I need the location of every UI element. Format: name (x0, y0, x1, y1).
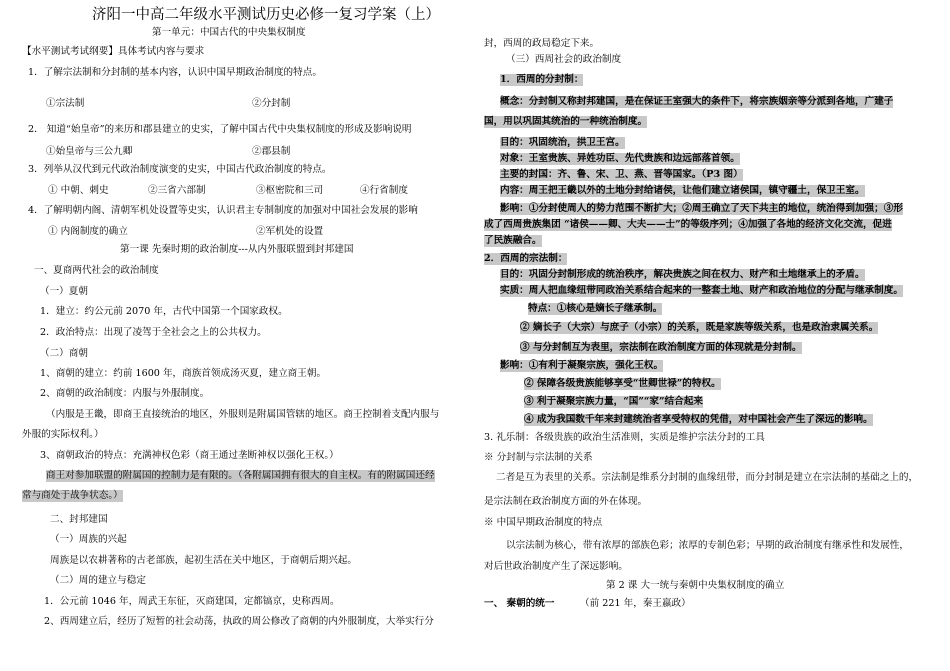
fengjian-goal: 目的：巩固统治，拱卫王宫。 (500, 137, 625, 148)
fengjian-impact-line-2: 成了西周贵族集团 “诸侯——卿、大夫——士”的等级序列；④加强了各地的经济文化交流，促进 (484, 219, 892, 230)
requirement-3-item-c: ③枢密院和三司 (256, 185, 324, 196)
zongfa-heading: 2．西周的宗法制： (484, 253, 568, 264)
fengjian-heading: 1．西周的分封制： (500, 74, 584, 85)
early-system-heading: ※ 中国早期政治制度的特点 (484, 517, 603, 528)
zhou-point-2: 2、西周建立后，经历了短暂的社会动荡，执政的周公修改了商朝的内外服制度，大举实行分 (44, 616, 434, 627)
unit-heading: 第一单元：中国古代的中央集权制度 (152, 27, 306, 38)
zongfa-goal: 目的：巩固分封制形成的统治秩序，解决贵族之间在权力、财产和土地继承上的矛盾。 (500, 269, 865, 280)
relationship-line-2: 是宗法制在政治制度方面的外在体现。 (484, 496, 648, 507)
requirement-2-item-a: ①始皇帝与三公九卿 (46, 146, 133, 157)
xia-point-1: 1．建立：约公元前 2070 年，古代中国第一个国家政权。 (40, 306, 288, 317)
zhou-founding-heading: （二）周的建立与稳定 (50, 575, 146, 586)
zhou-rise-heading: （一）周族的兴起 (50, 534, 127, 545)
zongfa-impact-4: ④ 成为我国数千年来封建统治者享受特权的凭借，对中国社会产生了深远的影响。 (524, 414, 873, 425)
left-column (22, 0, 474, 671)
relationship-line-1: 二者是互为表里的关系。宗法制是维系分封制的血缘纽带，而分封制是建立在宗法制的基础之上的， (496, 472, 919, 483)
shang-point-1: 1、商朝的建立：约前 1600 年，商族首领成汤灭夏，建立商王朝。 (40, 368, 327, 379)
early-system-line-1: 以宗法制为核心，带有浓厚的部族色彩；浓厚的专制色彩；早期的政治制度有继承性和发展性， (506, 540, 909, 551)
outline-header: 【水平测试考试纲要】具体考试内容与要求 (22, 46, 205, 57)
shang-point-2: 2、商朝的政治制度：内服与外服制度。 (40, 388, 210, 399)
liyue-system: 3. 礼乐制：各级贵族的政治生活准则，实质是维护宗法分封的工具 (484, 432, 765, 443)
early-system-line-2: 对后世政治制度产生了深远影响。 (484, 561, 628, 572)
fengjian-impact-line-3: 了民族融合。 (484, 235, 542, 246)
lesson-1-heading: 第一课 先秦时期的政治制度---从内外服联盟到封邦建国 (120, 244, 354, 255)
shang-note-line-2: 外服的实际权利。） (22, 429, 104, 440)
relationship-heading: ※ 分封制与宗法制的关系 (484, 452, 593, 463)
shang-highlight-line-2: 常与商处于战争状态。） (22, 490, 123, 501)
shang-note-line-1: （内服是王畿，即商王直接统治的地区，外服则是附属国管辖的地区。商王控制着支配内服与 (46, 409, 440, 420)
document-title: 济阳一中高二年级水平测试历史必修一复习学案（上） (92, 7, 440, 23)
zongfa-impact-1: 影响：①有利于凝聚宗族，强化王权。 (500, 360, 664, 371)
section-1-heading: 一、夏商两代社会的政治制度 (34, 265, 159, 276)
requirement-1-item-a: ①宗法制 (46, 98, 85, 109)
fengjian-content: 内容：周王把王畿以外的土地分封给诸侯，让他们建立诸侯国，镇守疆土，保卫王室。 (500, 185, 865, 196)
lesson-2-heading: 第 2 课 大一统与秦朝中央集权制度的确立 (606, 580, 785, 591)
requirement-3-item-d: ④行省制度 (360, 185, 408, 196)
requirement-3: 3．列举从汉代到元代政治制度演变的史实，中国古代政治制度的特点。 (28, 164, 332, 175)
requirement-2-item-b: ②郡县制 (252, 146, 291, 157)
requirement-4-item-a: ① 内阁制度的确立 (48, 226, 128, 237)
fengjian-states: 主要的封国：齐、鲁、宋、卫、燕、晋等国家。（P3 图） (500, 169, 743, 180)
xia-heading: （一）夏朝 (40, 286, 88, 297)
shang-highlight-line-1: 商王对参加联盟的附属国的控制力是有限的。（各附属国拥有很大的自主权。有的附属国还经 (46, 470, 435, 481)
zongfa-feature-3: ③ 与分封制互为表里，宗法制在政治制度方面的体现就是分封制。 (520, 342, 802, 353)
requirement-1: 1．了解宗法制和分封制的基本内容，认识中国早期政治制度的特点。 (28, 67, 322, 78)
zhou-point-1: 1．公元前 1046 年，周武王东征，灭商建国，定都镐京，史称西周。 (44, 596, 340, 607)
zongfa-feature-1: 特点：①核心是嫡长子继承制。 (528, 303, 663, 314)
zongfa-essence: 实质：周人把血缘纽带同政治关系结合起来的一整套土地、财产和政治地位的分配与继承制度。 (500, 285, 903, 296)
section-2-heading: 二、封邦建国 (50, 514, 108, 525)
requirement-3-item-a: ① 中朝、刺史 (48, 185, 109, 196)
qin-unification-note: （前 221 年，秦王嬴政） (580, 598, 691, 609)
qin-unification-heading: 一、 秦朝的统一 (484, 598, 555, 609)
requirement-3-item-b: ②三省六部制 (148, 185, 206, 196)
fengjian-definition-line-1: 概念：分封制又称封邦建国，是在保证王室强大的条件下，将宗族姻亲等分派到各地，广建子 (500, 96, 894, 107)
requirement-2: 2． 知道“始皇帝”的来历和郡县建立的史实，了解中国古代中央集权制度的形成及影响说明 (28, 124, 412, 135)
zhou-rise-text: 周族是以农耕著称的古老部族，起初生活在关中地区，于商朝后期兴起。 (50, 555, 357, 566)
requirement-4-item-b: ②军机处的设置 (256, 226, 324, 237)
fengjian-targets: 对象：王室贵族、异姓功臣、先代贵族和边远部落首领。 (500, 153, 740, 164)
fengjian-impact-line-1: 影响：①分封使周人的势力范围不断扩大；②周王确立了天下共主的地位，统治得到加强；③形 (500, 203, 903, 214)
fengjian-definition-line-2: 国，用以巩固其统治的一种统治制度。 (484, 116, 648, 127)
requirement-4: 4．了解明朝内阁、清朝军机处设置等史实，认识君主专制制度的加强对中国社会发展的影响 (28, 205, 418, 216)
zongfa-impact-2: ② 保障各级贵族能够享受“世卿世禄”的特权。 (524, 378, 721, 389)
western-zhou-heading: （三）西周社会的政治制度 (506, 54, 622, 65)
zongfa-impact-3: ③ 利于凝聚宗族力量，“国”“家”结合起来 (524, 396, 703, 407)
shang-point-3: 3、商朝政治的特点：充满神权色彩（商王通过垄断神权以强化王权。） (40, 450, 339, 461)
shang-heading: （二）商朝 (40, 348, 88, 359)
zhou-point-2-continued: 封，西周的政局稳定下来。 (484, 38, 600, 49)
requirement-1-item-b: ②分封制 (252, 98, 291, 109)
xia-point-2: 2．政治特点：出现了凌驾于全社会之上的公共权力。 (40, 327, 267, 338)
right-column (484, 0, 932, 671)
zongfa-feature-2: ② 嫡长子（大宗）与庶子（小宗）的关系，既是家族等级关系，也是政治隶属关系。 (520, 322, 879, 333)
